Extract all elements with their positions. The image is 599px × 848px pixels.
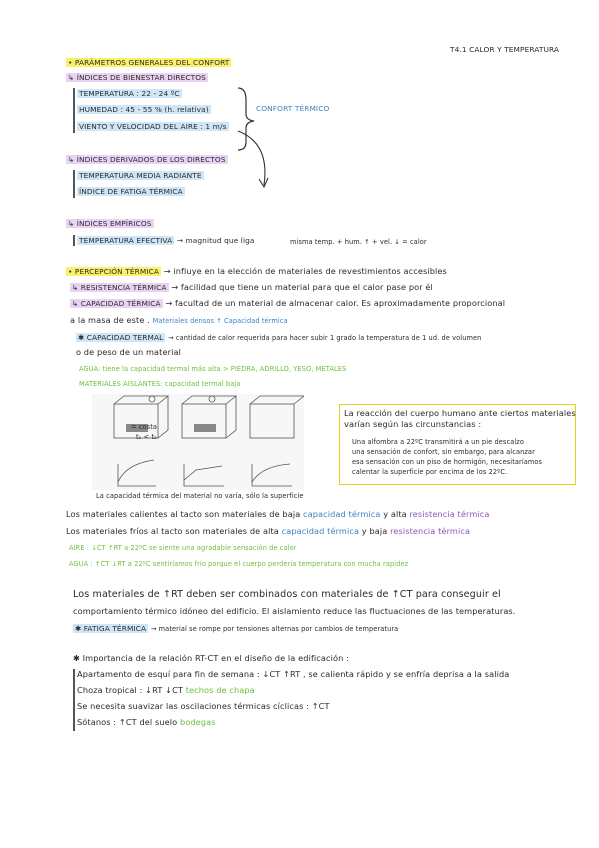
aislantes-capacity: MATERIALES AISLANTES: capacidad termal baja xyxy=(79,380,241,388)
cap-termal-text-2: o de peso de un material xyxy=(76,347,181,357)
direct-item-humedad-text: HUMEDAD : 45 - 55 % (h. relativa) xyxy=(79,105,209,114)
cap-termal-label: ✱ CAPACIDAD TERMAL xyxy=(78,333,164,342)
combination-line-1: Los materiales de ↑RT deben ser combinados con materiales de ↑CT para conseguir el xyxy=(73,589,501,600)
cold-pre: Los materiales fríos al tacto son materiales de alta xyxy=(66,526,279,536)
direct-item-viento xyxy=(77,121,229,132)
cold-mid: y baja xyxy=(361,526,388,536)
note-box-title-2: varían según las circunstancias : xyxy=(344,419,482,429)
direct-indices-label xyxy=(66,72,208,83)
thermal-capacity-illustration xyxy=(92,394,304,490)
hot-resistance: resistencia térmica xyxy=(409,509,490,519)
resistance-text: → facilidad que tiene un material para que el calor pase por él xyxy=(171,282,433,292)
illustration-bg xyxy=(92,394,304,490)
material-block-2 xyxy=(194,424,216,432)
fatiga-text: → material se rompe por tensiones alternas por cambios de temperatura xyxy=(150,625,399,633)
empirical-formula: misma temp. + hum. ↑ + vel. ↓ = calor xyxy=(290,238,427,246)
derived-indices-text: ↳ ÍNDICES DERIVADOS DE LOS DIRECTOS xyxy=(68,155,226,164)
design-line-2-note: techos de chapa xyxy=(185,685,255,695)
combination-line-2: comportamiento térmico idóneo del edificio. El aislamiento reduce las fluctuaciones de las temperaturas. xyxy=(73,606,516,616)
derived-item-fatiga xyxy=(77,186,185,197)
direct-item-humedad xyxy=(77,104,211,115)
hot-pre: Los materiales calientes al tacto son materiales de baja xyxy=(66,509,301,519)
heading-highlight: • PARÁMETROS GENERALES DEL CONFORT xyxy=(68,58,230,67)
direct-item-temperatura-text: TEMPERATURA : 22 - 24 ºC xyxy=(79,89,180,98)
hot-capacity: capacidad térmica xyxy=(303,509,381,519)
design-line-1: Apartamento de esquí para fin de semana : ↓CT ↑RT , se calienta rápido y se enfría deprisa a la salida xyxy=(77,669,510,679)
note-box-title-1: La reacción del cuerpo humano ante ciertos materiales xyxy=(344,408,576,418)
design-line-4-text: Sótanos : ↑CT del suelo xyxy=(77,717,178,727)
figure-note-2: t₁ < t₂ xyxy=(136,433,157,441)
hot-materials-line xyxy=(66,509,490,520)
capacity-text-2: a la masa de este . xyxy=(70,315,150,325)
capacity-label: ↳ CAPACIDAD TÉRMICA xyxy=(72,299,161,308)
note-box-line-4: calentar la superficie por encima de los 22ºC. xyxy=(352,468,508,476)
capacity-line xyxy=(70,298,505,309)
cold-resistance: resistencia térmica xyxy=(390,526,471,536)
figure-caption: La capacidad térmica del material no varía, sólo la superficie xyxy=(96,492,304,500)
cold-capacity: capacidad térmica xyxy=(281,526,360,536)
empirical-suffix: → magnitud que liga xyxy=(176,236,255,245)
derived-arrow-svg xyxy=(230,125,290,195)
note-box-line-1: Una alfombra a 22ºC transmitirá a un pie descalzo xyxy=(352,438,524,446)
agua-capacity: AGUA: tiene la capacidad termal más alta > PIEDRA, ADRILLO, YESO, METALES xyxy=(79,365,347,373)
page-title: T4.1 CALOR Y TEMPERATURA xyxy=(450,45,560,54)
note-box-line-2: una sensación de confort, sin embargo, para alcanzar xyxy=(352,448,535,456)
comfort-label: CONFORT TÉRMICO xyxy=(256,104,330,113)
note-box-line-3: esa sensación con un piso de hormigón, necesitaríamos xyxy=(352,458,543,466)
empirical-item-text: TEMPERATURA EFECTIVA xyxy=(79,236,173,245)
derived-item-trm-text: TEMPERATURA MEDIA RADIANTE xyxy=(79,171,202,180)
cap-termal-line xyxy=(76,332,481,344)
resistance-label: ↳ RESISTENCIA TÉRMICA xyxy=(72,283,167,292)
fatiga-label: ✱ FATIGA TÉRMICA xyxy=(75,624,147,633)
bracket-bar-4 xyxy=(73,669,75,731)
derived-item-trm xyxy=(77,170,204,181)
design-importance-heading: ✱ Importancia de la relación RT-CT en el diseño de la edificación : xyxy=(73,653,349,663)
perception-line xyxy=(66,266,447,277)
design-line-2-text: Choza tropical : ↓RT ↓CT xyxy=(77,685,184,695)
design-line-2 xyxy=(77,685,255,696)
direct-item-viento-text: VIENTO Y VELOCIDAD DEL AIRE : 1 m/s xyxy=(79,122,227,131)
bracket-bar-2 xyxy=(73,170,75,198)
hot-mid: y alta xyxy=(383,509,407,519)
capacity-text: → facultad de un material de almacenar calor. Es aproximadamente proporcional xyxy=(165,298,506,308)
bracket-bar xyxy=(73,88,75,133)
bracket-bar-3 xyxy=(73,235,75,246)
derived-item-fatiga-text: ÍNDICE DE FATIGA TÉRMICA xyxy=(79,187,183,196)
agua-example: AGUA : ↑CT ↓RT a 22ºC sentiríamos frío porque el cuerpo perdería temperatura con mucha rapidez xyxy=(69,560,409,568)
aire-example: AIRE : ↓CT ↑RT a 22ºC se siente una agradable sensación de calor xyxy=(69,544,297,552)
direct-item-temperatura xyxy=(77,88,182,99)
empirical-item xyxy=(77,235,255,246)
design-line-4 xyxy=(77,717,216,728)
figure-note-1: = costa xyxy=(131,423,158,431)
empirical-indices-label xyxy=(66,218,154,229)
capacity-note: Materiales densos ↑ Capacidad térmica xyxy=(152,317,288,325)
derived-indices-label xyxy=(66,154,228,165)
arrow-head-icon xyxy=(259,178,268,187)
perception-label: • PERCEPCIÓN TÉRMICA xyxy=(68,267,160,276)
fatiga-line xyxy=(73,623,398,635)
capacity-line-2 xyxy=(70,315,288,327)
cold-materials-line xyxy=(66,526,470,537)
curved-arrow xyxy=(238,131,265,185)
cap-termal-text: → cantidad de calor requerida para hacer subir 1 grado la temperatura de 1 ud. de volumen xyxy=(168,334,482,342)
section-heading-confort xyxy=(66,57,231,68)
direct-indices-text: ↳ ÍNDICES DE BIENESTAR DIRECTOS xyxy=(68,73,206,82)
perception-text: → influye en la elección de materiales de revestimientos accesibles xyxy=(163,266,447,276)
design-line-3: Se necesita suavizar las oscilaciones térmicas cíclicas : ↑CT xyxy=(77,701,330,711)
design-line-4-note: bodegas xyxy=(179,717,216,727)
empirical-indices-text: ↳ ÍNDICES EMPÍRICOS xyxy=(68,219,152,228)
resistance-line xyxy=(70,282,433,293)
